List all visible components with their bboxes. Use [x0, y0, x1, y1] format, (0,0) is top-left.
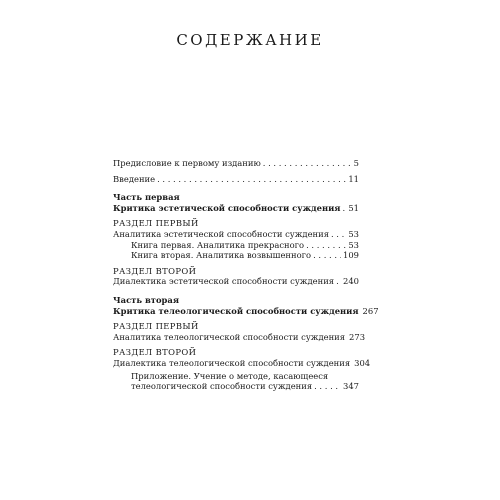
part-heading: Часть первая	[113, 192, 180, 203]
toc-entry-book1[interactable]	[113, 240, 359, 251]
toc-entry-preface[interactable]	[113, 158, 359, 169]
toc-entry-label: Критика телеологической способности суждения	[113, 305, 359, 316]
toc-entry-label: Критика эстетической способности суждения	[113, 202, 341, 213]
toc-page-number: 53	[348, 239, 359, 250]
page-title: СОДЕРЖАНИЕ	[176, 31, 324, 49]
section-heading: РАЗДЕЛ ВТОРОЙ	[113, 347, 197, 358]
toc-entry-label: Диалектика эстетической способности суждения	[113, 276, 335, 287]
toc-page-number: 109	[343, 250, 359, 261]
leader-dots	[306, 240, 346, 251]
toc-entry-label: Приложение. Учение о методе, касающееся	[131, 370, 329, 381]
toc-page-number: 53	[348, 228, 359, 239]
section-heading: РАЗДЕЛ ПЕРВЫЙ	[113, 218, 199, 229]
toc-entry-part2-sec1[interactable]	[113, 331, 366, 343]
toc-entry-label: Книга первая. Аналитика прекрасного	[131, 239, 305, 250]
toc-entry-part1-sec2[interactable]	[113, 276, 359, 287]
toc-entry-part2-sec2[interactable]	[113, 357, 371, 369]
table-of-contents	[113, 158, 379, 392]
section-heading: РАЗДЕЛ ПЕРВЫЙ	[113, 321, 199, 332]
leader-dots	[331, 229, 346, 240]
toc-page-number: 240	[343, 276, 359, 287]
toc-page-number: 5	[353, 158, 359, 168]
part-heading: Часть вторая	[113, 294, 180, 305]
toc-entry-label: телеологической способности суждения	[131, 381, 313, 392]
toc-page-number: 51	[348, 202, 359, 213]
toc-entry-appendix[interactable]	[113, 381, 359, 392]
toc-page-number: 11	[348, 173, 359, 184]
toc-entry-label: Введение	[113, 173, 156, 184]
toc-page-number: 304	[354, 357, 371, 368]
toc-page-number: 273	[349, 331, 366, 342]
toc-entry-intro[interactable]	[113, 174, 359, 185]
toc-entry-part1[interactable]	[113, 203, 359, 214]
toc-entry-label: Предисловие к первому изданию	[113, 158, 261, 168]
toc-entry-label: Книга вторая. Аналитика возвышенного	[131, 250, 312, 261]
toc-page-number: 347	[343, 381, 359, 392]
toc-entry-label: Аналитика эстетической способности суждения	[113, 228, 329, 239]
toc-entry-part2[interactable]	[113, 305, 379, 317]
leader-dots	[336, 276, 341, 287]
toc-entry-label: Аналитика телеологической способности суждения	[113, 331, 346, 342]
toc-entry-book2[interactable]	[113, 250, 359, 261]
toc-entry-label: Диалектика телеологической способности суждения	[113, 357, 351, 368]
leader-dots	[313, 250, 341, 261]
leader-dots	[157, 174, 346, 185]
toc-page-number: 267	[362, 305, 379, 316]
leader-dots	[314, 381, 341, 392]
leader-dots	[343, 203, 347, 214]
section-heading: РАЗДЕЛ ВТОРОЙ	[113, 265, 197, 276]
toc-entry-part1-sec1[interactable]	[113, 229, 359, 240]
leader-dots	[263, 158, 352, 169]
